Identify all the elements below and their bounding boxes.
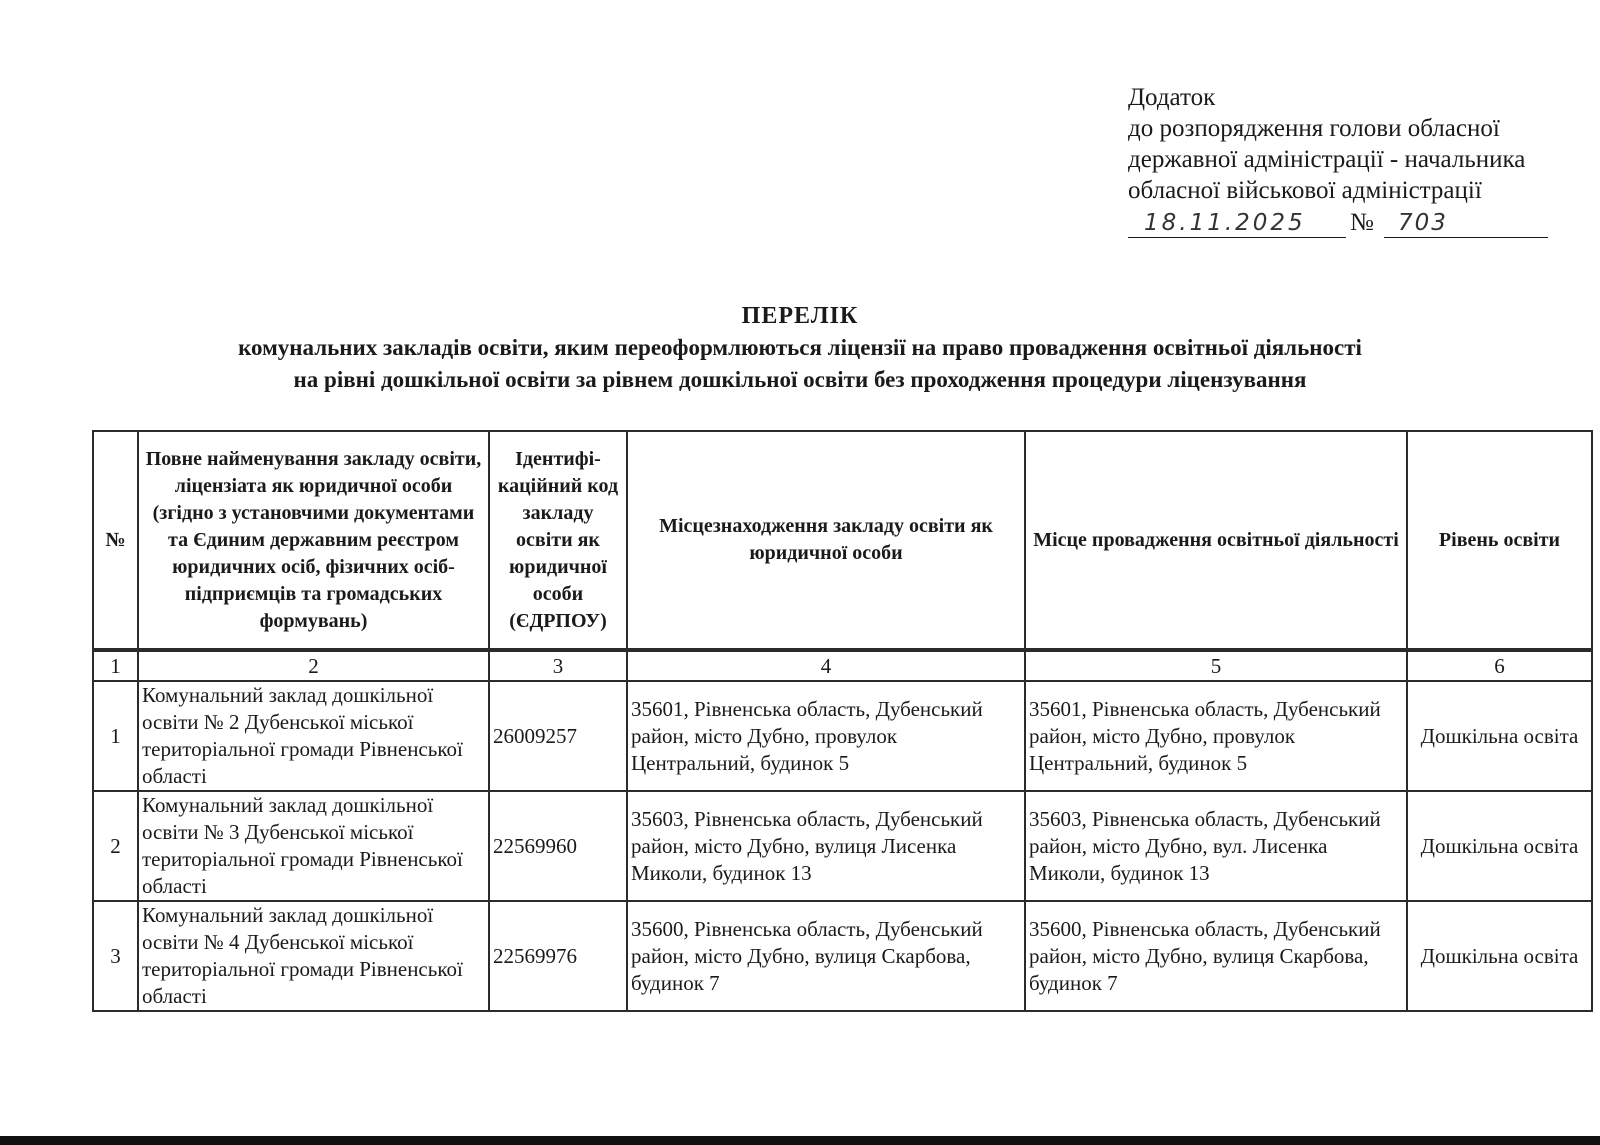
appendix-line: Додаток <box>1128 84 1216 111</box>
legal-location: 35603, Рівненська область, Дубенський район, місто Дубно, вулиця Лисенка Миколи, будинок 13 <box>627 791 1025 901</box>
table-row <box>93 791 1592 901</box>
appendix-line: до розпорядження голови обласної <box>1128 115 1500 142</box>
activity-place: 35601, Рівненська область, Дубенський район, місто Дубно, провулок Центральний, будинок 5 <box>1025 681 1407 791</box>
row-number: 1 <box>93 681 138 791</box>
document-title-block <box>0 300 1600 396</box>
column-number: 4 <box>627 650 1025 681</box>
edrpou-code: 22569960 <box>489 791 627 901</box>
appendix-block <box>1128 82 1578 242</box>
activity-place: 35600, Рівненська область, Дубенський район, місто Дубно, вулиця Скарбова, будинок 7 <box>1025 901 1407 1011</box>
header-edrpou-code: Ідентифі-каційний код закладу освіти як юридичної особи (ЄДРПОУ) <box>489 431 627 650</box>
bottom-edge-bar <box>0 1136 1600 1145</box>
column-number: 2 <box>138 650 489 681</box>
table-row <box>93 901 1592 1011</box>
column-number-row <box>93 650 1592 681</box>
header-number: № <box>93 431 138 650</box>
order-number: 703 <box>1384 208 1548 238</box>
institutions-table <box>92 430 1593 1012</box>
column-number: 3 <box>489 650 627 681</box>
header-activity-place: Місце провадження освітньої діяльності <box>1025 431 1407 650</box>
institution-name: Комунальний заклад дошкільної освіти № 3 Дубенської міської територіальної громади Рівненської області <box>138 791 489 901</box>
column-number: 1 <box>93 650 138 681</box>
order-signature-row <box>1128 208 1578 242</box>
document-subtitle-line-2: на рівні дошкільної освіти за рівнем дошкільної освіти без проходження процедури ліцензування <box>293 367 1307 392</box>
table-header-row <box>93 431 1592 650</box>
appendix-line: державної адміністрації - начальника <box>1128 146 1526 173</box>
edrpou-code: 26009257 <box>489 681 627 791</box>
edrpou-code: 22569976 <box>489 901 627 1011</box>
row-number: 3 <box>93 901 138 1011</box>
institution-name: Комунальний заклад дошкільної освіти № 4 Дубенської міської територіальної громади Рівненської області <box>138 901 489 1011</box>
institution-name: Комунальний заклад дошкільної освіти № 2 Дубенської міської територіальної громади Рівненської області <box>138 681 489 791</box>
table-row <box>93 681 1592 791</box>
legal-location: 35600, Рівненська область, Дубенський район, місто Дубно, вулиця Скарбова, будинок 7 <box>627 901 1025 1011</box>
order-date: 18.11.2025 <box>1128 208 1346 238</box>
education-level: Дошкільна освіта <box>1407 681 1592 791</box>
row-number: 2 <box>93 791 138 901</box>
education-level: Дошкільна освіта <box>1407 791 1592 901</box>
legal-location: 35601, Рівненська область, Дубенський район, місто Дубно, провулок Центральний, будинок 5 <box>627 681 1025 791</box>
document-subtitle-line-1: комунальних закладів освіти, яким переоформлюються ліцензії на право провадження освітньої діяльності <box>238 335 1362 360</box>
activity-place: 35603, Рівненська область, Дубенський район, місто Дубно, вул. Лисенка Миколи, будинок 13 <box>1025 791 1407 901</box>
column-number: 6 <box>1407 650 1592 681</box>
appendix-line: обласної військової адміністрації <box>1128 177 1482 204</box>
order-number-label: № <box>1350 209 1374 236</box>
header-legal-location: Місцезнаходження закладу освіти як юридичної особи <box>627 431 1025 650</box>
column-number: 5 <box>1025 650 1407 681</box>
header-full-name: Повне найменування закладу освіти, ліцензіата як юридичної особи (згідно з установчими документами та Єдиним державним реєстром юридичних осіб, фізичних осіб-підприємців та громадських формувань) <box>138 431 489 650</box>
document-title: ПЕРЕЛІК <box>741 303 859 329</box>
header-education-level: Рівень освіти <box>1407 431 1592 650</box>
education-level: Дошкільна освіта <box>1407 901 1592 1011</box>
